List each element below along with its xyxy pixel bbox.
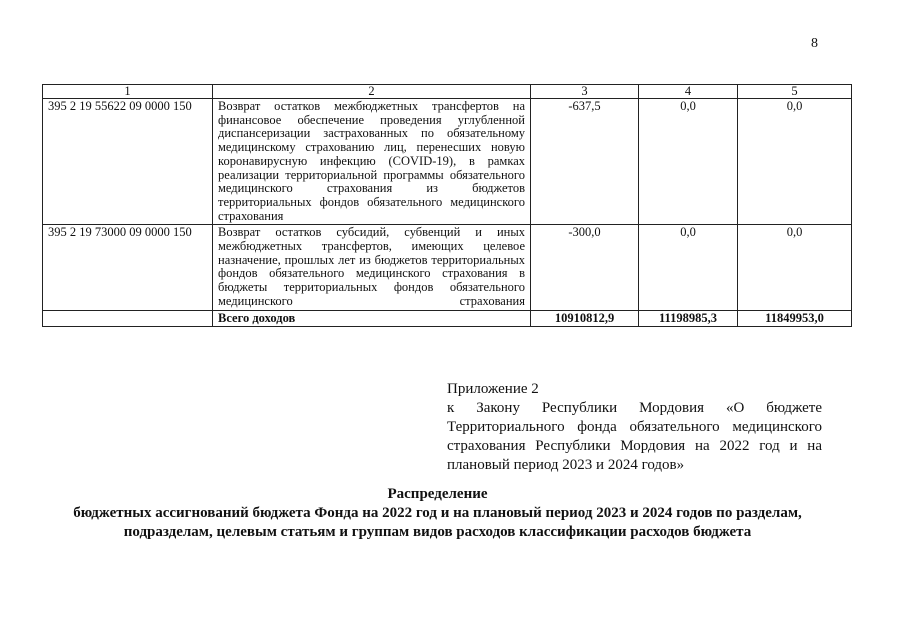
heading-title: Распределение	[387, 486, 488, 502]
total-row	[43, 310, 852, 327]
column-header: 1	[43, 85, 213, 99]
revenue-name: Возврат остатков субсидий, субвенций и иных межбюджетных трансфертов, имеющих целевое назначение, прошлых лет из бюджетов территориальных фондов обязательного медицинского страхования в бюджеты территориальных фондов обязательного медицинского страхования	[213, 225, 531, 310]
appendix-title: Приложение 2	[447, 381, 539, 397]
empty-cell	[43, 310, 213, 327]
revenue-name: Возврат остатков межбюджетных трансфертов на финансовое обеспечение проведения углубленной диспансеризации застрахованных по обязательному медицинскому страхованию лиц, перенесших новую коронавирусную инфекцию (COVID-19), в рамках реализации территориальной программы обязательного медицинского страхования из бюджетов территориальных фондов обязательного медицинского страхования	[213, 99, 531, 225]
section-heading	[60, 485, 815, 542]
column-header: 4	[639, 85, 738, 99]
column-header: 2	[213, 85, 531, 99]
total-2023: 11198985,3	[639, 310, 738, 327]
amount-2024: 0,0	[738, 225, 852, 310]
heading-subtitle: бюджетных ассигнований бюджета Фонда на 2022 год и на плановый период 2023 и 2024 годов по разделам, подразделам, целевым статьям и группам видов расходов классификации расходов бюджета	[73, 505, 802, 540]
table-row	[43, 99, 852, 225]
amount-2023: 0,0	[639, 225, 738, 310]
column-header: 5	[738, 85, 852, 99]
classification-code: 395 2 19 73000 09 0000 150	[43, 225, 213, 310]
amount-2024: 0,0	[738, 99, 852, 225]
table-header-row	[43, 85, 852, 99]
amount-2022: -637,5	[531, 99, 639, 225]
amount-2023: 0,0	[639, 99, 738, 225]
appendix-note	[447, 380, 822, 475]
total-label: Всего доходов	[213, 310, 531, 327]
column-header: 3	[531, 85, 639, 99]
appendix-body: к Закону Республики Мордовия «О бюджете Территориального фонда обязательного медицинского страхования Республики Мордовия на 2022 год и на плановый период 2023 и 2024 годов»	[447, 400, 822, 473]
amount-2022: -300,0	[531, 225, 639, 310]
table-row	[43, 225, 852, 310]
page-number: 8	[811, 36, 818, 51]
total-2022: 10910812,9	[531, 310, 639, 327]
classification-code: 395 2 19 55622 09 0000 150	[43, 99, 213, 225]
revenue-table	[42, 84, 852, 327]
total-2024: 11849953,0	[738, 310, 852, 327]
